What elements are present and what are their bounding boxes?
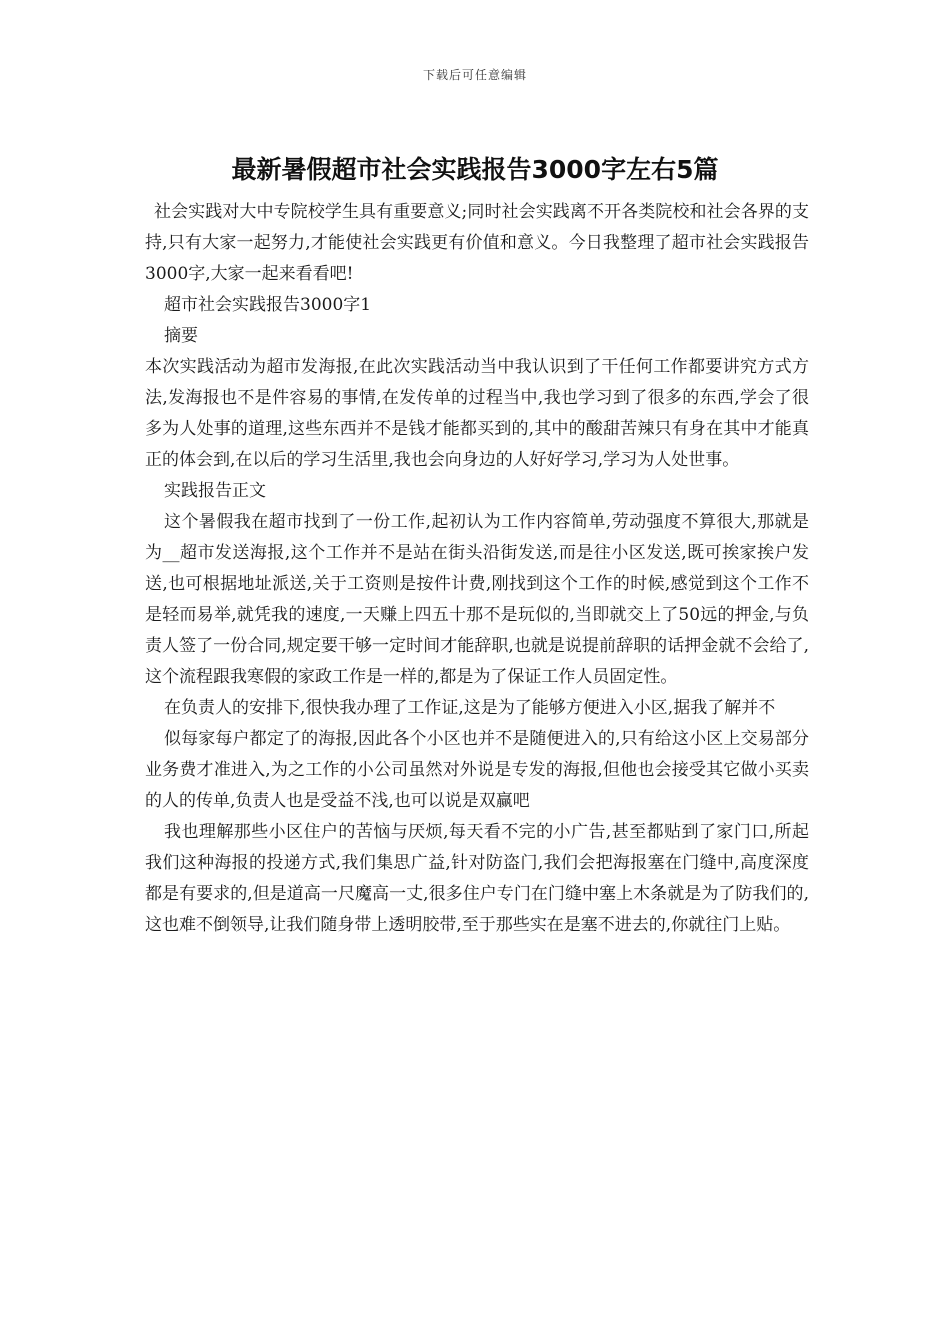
body-paragraph: 我也理解那些小区住户的苦恼与厌烦,每天看不完的小广告,甚至都贴到了家门口,所起我们这种海报的投递方式,我们集思广益,针对防盗门,我们会把海报塞在门缝中,高度深度都是有要求的,但是道高一尺魔高一丈,很多住户专门在门缝中塞上木条就是为了防我们的,这也难不倒领导,让我们随身带上透明胶带,至于那些实在是塞不进去的,你就往门上贴。 bbox=[145, 822, 809, 935]
header-note: 下载后可任意编辑 bbox=[422, 68, 527, 82]
body-paragraph: 似每家每户都定了的海报,因此各个小区也并不是随便进入的,只有给这小区上交易部分业务费才准进入,为之工作的小公司虽然对外说是专发的海报,但他也会接受其它做小买卖的人的传单,负责人也是受益不浅,也可以说是双赢吧 bbox=[145, 729, 809, 811]
body-paragraph: 在负责人的安排下,很快我办理了工作证,这是为了能够方便进入小区,据我了解并不 bbox=[164, 698, 776, 718]
document-body bbox=[145, 197, 809, 941]
abstract-heading: 摘要 bbox=[164, 326, 198, 346]
body-paragraph: 这个暑假我在超市找到了一份工作,起初认为工作内容简单,劳动强度不算很大,那就是为__超市发送海报,这个工作并不是站在街头沿街发送,而是往小区发送,既可挨家挨户发送,也可根据地址派送,关于工资则是按件计费,刚找到这个工作的时候,感觉到这个工作不是轻而易举,就凭我的速度,一天赚上四五十那不是玩似的,当即就交上了50远的押金,与负责人签了一份合同,规定要干够一定时间才能辞职,也就是说提前辞职的话押金就不会给了,这个流程跟我寒假的家政工作是一样的,都是为了保证工作人员固定性。 bbox=[145, 512, 809, 687]
document-title: 最新暑假超市社会实践报告3000字左右5篇 bbox=[231, 155, 719, 184]
abstract-paragraph: 本次实践活动为超市发海报,在此次实践活动当中我认识到了干任何工作都要讲究方式方法,发海报也不是件容易的事情,在发传单的过程当中,我也学习到了很多的东西,学会了很多为人处事的道理,这些东西并不是钱才能都买到的,其中的酸甜苦辣只有身在其中才能真正的体会到,在以后的学习生活里,我也会向身边的人好好学习,学习为人处世事。 bbox=[145, 357, 809, 470]
report-body-heading: 实践报告正文 bbox=[164, 481, 266, 501]
intro-paragraph: 社会实践对大中专院校学生具有重要意义;同时社会实践离不开各类院校和社会各界的支持,只有大家一起努力,才能使社会实践更有价值和意义。今日我整理了超市社会实践报告3000字,大家一起来看看吧! bbox=[145, 202, 809, 284]
section-heading: 超市社会实践报告3000字1 bbox=[164, 295, 372, 315]
